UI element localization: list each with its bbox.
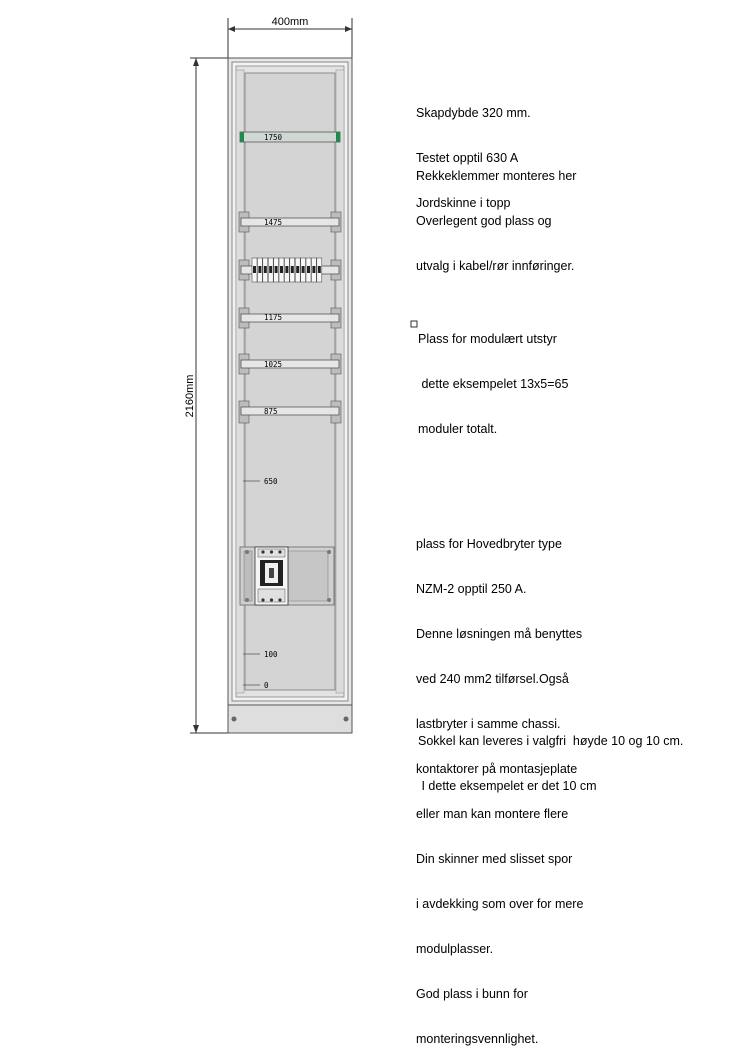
note-line: Sokkel kan leveres i valgfri høyde 10 og 10 cm. [418,734,684,748]
note-line: eller man kan montere flere [416,807,569,821]
note-modular-space [418,302,568,452]
width-label: 400mm [271,16,309,28]
device-toggle [312,266,315,273]
note-line: Din skinner med slisset spor [416,852,573,866]
breaker-handle [269,568,274,578]
device-toggle [253,266,256,273]
note-line: plass for Hovedbryter type [416,537,562,551]
note-line: monteringsvennlighet. [416,1032,539,1046]
device-toggle [269,266,272,273]
note-line: utvalg i kabel/rør innføringer. [416,259,575,273]
note-line: Jordskinne i topp [416,196,511,210]
din-rail-1750 [240,132,340,142]
note-line: lastbryter i samme chassi. [416,717,561,731]
rail-label-1175: 1175 [264,313,283,322]
plinth-screw-right [344,717,349,722]
note-line: Rekkeklemmer monteres her [416,169,577,183]
rail-label-1750: 1750 [264,133,283,142]
device-toggle [296,266,299,273]
note-terminals [416,139,576,289]
device-toggle [285,266,288,273]
note-line: moduler totalt. [418,422,498,436]
rail-label-1475: 1475 [264,218,283,227]
device-toggle [275,266,278,273]
device-toggle [318,266,321,273]
note-line: i avdekking som over for mere [416,897,584,911]
modular-devices [252,258,322,282]
device-toggle [258,266,261,273]
device-toggle [291,266,294,273]
device-toggle [302,266,305,273]
device-toggle [307,266,310,273]
note-plinth [418,704,683,809]
level-label-100: 100 [264,650,278,659]
note-line: ved 240 mm2 tilførsel.Også [416,672,569,686]
bullet-marker [411,321,417,327]
note-line: kontaktorer på montasjeplate [416,762,578,776]
width-dimension [228,16,352,58]
note-line: I dette eksempelet er det 10 cm [418,779,597,793]
device-toggle [264,266,267,273]
note-line: NZM-2 opptil 250 A. [416,582,527,596]
device-toggle [280,266,283,273]
rail-label-875: 875 [264,407,278,416]
note-line: Skapdybde 320 mm. [416,106,531,120]
note-line: God plass i bunn for [416,987,528,1001]
level-label-0: 0 [264,681,269,690]
note-line: Testet opptil 630 A [416,151,519,165]
height-dimension [184,58,232,733]
plinth [228,705,352,733]
level-label-650: 650 [264,477,278,486]
plinth-screw-left [232,717,237,722]
note-line: modulplasser. [416,942,494,956]
rail-label-1025: 1025 [264,360,283,369]
note-line: Denne løsningen må benyttes [416,627,583,641]
note-line: Overlegent god plass og [416,214,552,228]
height-label: 2160mm [184,374,196,418]
main-switch-chassis [240,547,334,605]
note-line: Plass for modulært utstyr [418,332,557,346]
note-line: dette eksempelet 13x5=65 [418,377,569,391]
